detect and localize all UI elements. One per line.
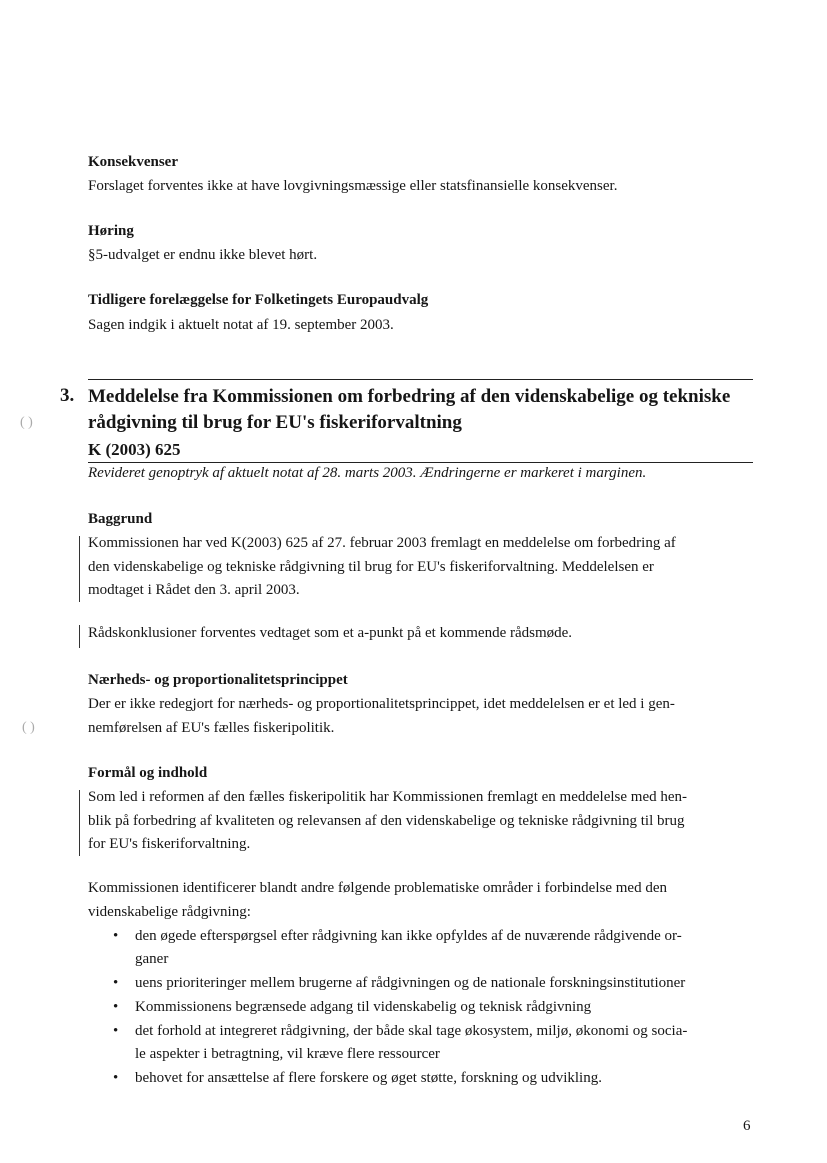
heading-naerheds: Nærheds- og proportionalitetsprincippet: [88, 672, 348, 688]
paragraph-line: den videnskabelige og tekniske rådgivning til brug for EU's fiskeriforvaltning. Meddelelsen er: [88, 558, 654, 575]
text-konsekvenser: Forslaget forventes ikke at have lovgivningsmæssige eller statsfinansielle konsekvenser.: [88, 178, 618, 194]
section-top-rule: [88, 379, 753, 380]
paragraph-line: Der er ikke redegjort for nærheds- og proportionalitetsprincippet, idet meddelelsen er et led i gen-: [88, 696, 675, 712]
paragraph-formal: [88, 786, 687, 857]
heading-tidligere: Tidligere forelæggelse for Folketingets Europaudvalg: [88, 292, 429, 308]
text-tidligere: Sagen indgik i aktuelt notat af 19. september 2003.: [88, 317, 394, 333]
bullet-icon: •: [113, 928, 119, 944]
text-horing: §5-udvalget er endnu ikke blevet hørt.: [88, 247, 318, 263]
section-title-line1: Meddelelse fra Kommissionen om forbedring af den videnskabelige og tekniske: [88, 386, 731, 407]
paragraph-line: Kommissionen identificerer blandt andre følgende problematiske områder i forbindelse med den: [88, 880, 667, 896]
list-item: • den øgede efterspørgsel efter rådgivning kan ikke opfyldes af de nuværende rådgivende or- ganer: [88, 925, 758, 971]
problem-list: [88, 925, 758, 1091]
list-item: • behovet for ansættelse af flere forskere og øget støtte, forskning og udvikling.: [88, 1067, 758, 1090]
paragraph-naerheds: [88, 693, 675, 740]
list-item: • Kommissionens begrænsede adgang til videnskabelig og teknisk rådgivning: [88, 996, 758, 1019]
bullet-icon: •: [113, 1023, 119, 1039]
section-bottom-rule: [88, 462, 753, 463]
section-number: 3.: [60, 385, 75, 406]
text-radskonklusioner: Rådskonklusioner forventes vedtaget som et a-punkt på et kommende rådsmøde.: [88, 625, 573, 641]
page-number: 6: [743, 1118, 751, 1134]
heading-baggrund: Baggrund: [88, 511, 153, 527]
scan-mark: ( ): [22, 720, 35, 735]
bullet-icon: •: [113, 975, 119, 991]
paragraph-line: for EU's fiskeriforvaltning.: [88, 836, 251, 852]
scan-mark: ( ): [20, 415, 33, 430]
paragraph-baggrund: [88, 532, 676, 603]
list-item: • det forhold at integreret rådgivning, der både skal tage økosystem, miljø, økonomi og socia- le aspekter i betragtning, vil kræve flere ressourcer: [88, 1020, 758, 1066]
section-title-line2: rådgivning til brug for EU's fiskeriforvaltning: [88, 412, 462, 433]
paragraph-intro: [88, 877, 667, 924]
heading-formal: Formål og indhold: [88, 765, 208, 781]
paragraph-line: nemførelsen af EU's fælles fiskeripolitik.: [88, 719, 335, 736]
margin-change-bar: [79, 790, 80, 856]
list-item: • uens prioriteringer mellem brugerne af rådgivningen og de nationale forskningsinstitutioner: [88, 972, 758, 995]
paragraph-line: videnskabelige rådgivning:: [88, 903, 251, 920]
section-note: Revideret genoptryk af aktuelt notat af 28. marts 2003. Ændringerne er markeret i marginen.: [88, 465, 647, 481]
paragraph-line: Kommissionen har ved K(2003) 625 af 27. februar 2003 fremlagt en meddelelse om forbedring af: [88, 535, 676, 551]
paragraph-line: blik på forbedring af kvaliteten og relevansen af den videnskabelige og tekniske rådgivning til brug: [88, 812, 685, 829]
heading-konsekvenser: Konsekvenser: [88, 154, 178, 170]
section-reference: K (2003) 625: [88, 440, 181, 459]
margin-change-bar: [79, 536, 80, 602]
heading-horing: Høring: [88, 223, 134, 239]
paragraph-line: modtaget i Rådet den 3. april 2003.: [88, 582, 300, 598]
bullet-icon: •: [113, 1070, 119, 1086]
margin-change-bar: [79, 625, 80, 648]
bullet-icon: •: [113, 999, 119, 1015]
paragraph-line: Som led i reformen af den fælles fiskeripolitik har Kommissionen fremlagt en meddelelse med hen-: [88, 789, 688, 805]
